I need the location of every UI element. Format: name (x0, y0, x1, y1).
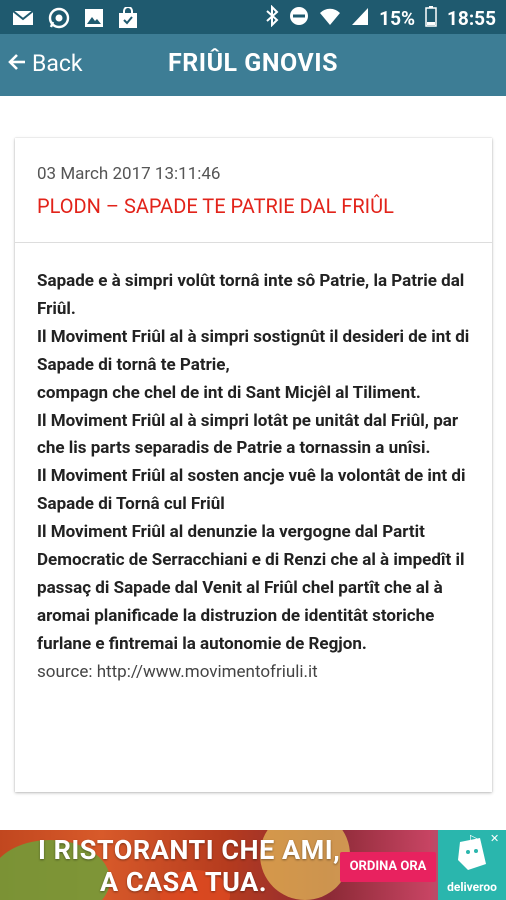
page-title: FRIÛL GNOVIS (168, 49, 338, 78)
wifi-icon (319, 6, 341, 31)
battery-percent: 15% (379, 7, 416, 30)
article-view[interactable] (0, 96, 506, 830)
article-body (37, 268, 477, 687)
article-paragraph: Il Moviment Friûl al à simpri lotât pe unitât dal Friûl, par che lis parts separadis de Patrie a tornassin a unîsi. (37, 410, 459, 459)
source-link[interactable]: source: http://www.movimentofriuli.it (37, 661, 318, 682)
ad-cta-button[interactable]: ORDINA ORA (340, 852, 436, 882)
ad-headline-2: A CASA TUA. (100, 866, 268, 898)
clock: 18:55 (447, 7, 496, 30)
article-paragraph: Il Moviment Friûl al à simpri sostignût il desideri de int di Sapade di tornâ te Patrie, (37, 326, 470, 375)
shopping-bag-icon (118, 7, 138, 33)
whatsapp-icon (48, 7, 70, 33)
bluetooth-icon (265, 5, 279, 32)
battery-icon (425, 5, 437, 32)
ad-headline: I RISTORANTI CHE AMI, (38, 834, 341, 866)
gallery-icon (84, 8, 104, 32)
article-card (15, 138, 492, 792)
app-bar (0, 34, 506, 96)
article-paragraph: Il Moviment Friûl al sosten ancje vuê la volontât de int di Sapade di Tornâ cul Friûl (37, 466, 466, 515)
signal-icon (351, 6, 369, 31)
article-paragraph: Sapade e à simpri volût tornâ inte sô Patrie, la Patrie dal Friûl. (37, 271, 465, 319)
status-bar (0, 0, 506, 34)
adchoices-icon[interactable]: ▷ (470, 832, 479, 845)
ad-brand-name: deliveroo (447, 880, 497, 894)
close-ad-icon[interactable]: ✕ (490, 832, 500, 845)
article-paragraph: Il Moviment Friûl al denunzie la vergogne dal Partit Democratic de Serracchiani e di Renzi che al à impedît il passaç di Sapade dal Venit al Friûl chel partît che al à aromai planificade la distruzion de identitât storiche furlane e fintremai la autonomie de Regjon. (37, 522, 465, 654)
gmail-icon (12, 9, 34, 31)
article-header (15, 138, 492, 243)
article-paragraph: compagn che chel de int di Sant Micjêl al Tiliment. (37, 382, 421, 403)
dnd-icon (289, 6, 309, 31)
article-title: PLODN – SAPADE TE PATRIE DAL FRIÛL (37, 194, 394, 218)
ad-banner[interactable] (0, 830, 506, 900)
back-label: Back (32, 50, 83, 77)
article-date: 03 March 2017 13:11:46 (37, 164, 221, 184)
